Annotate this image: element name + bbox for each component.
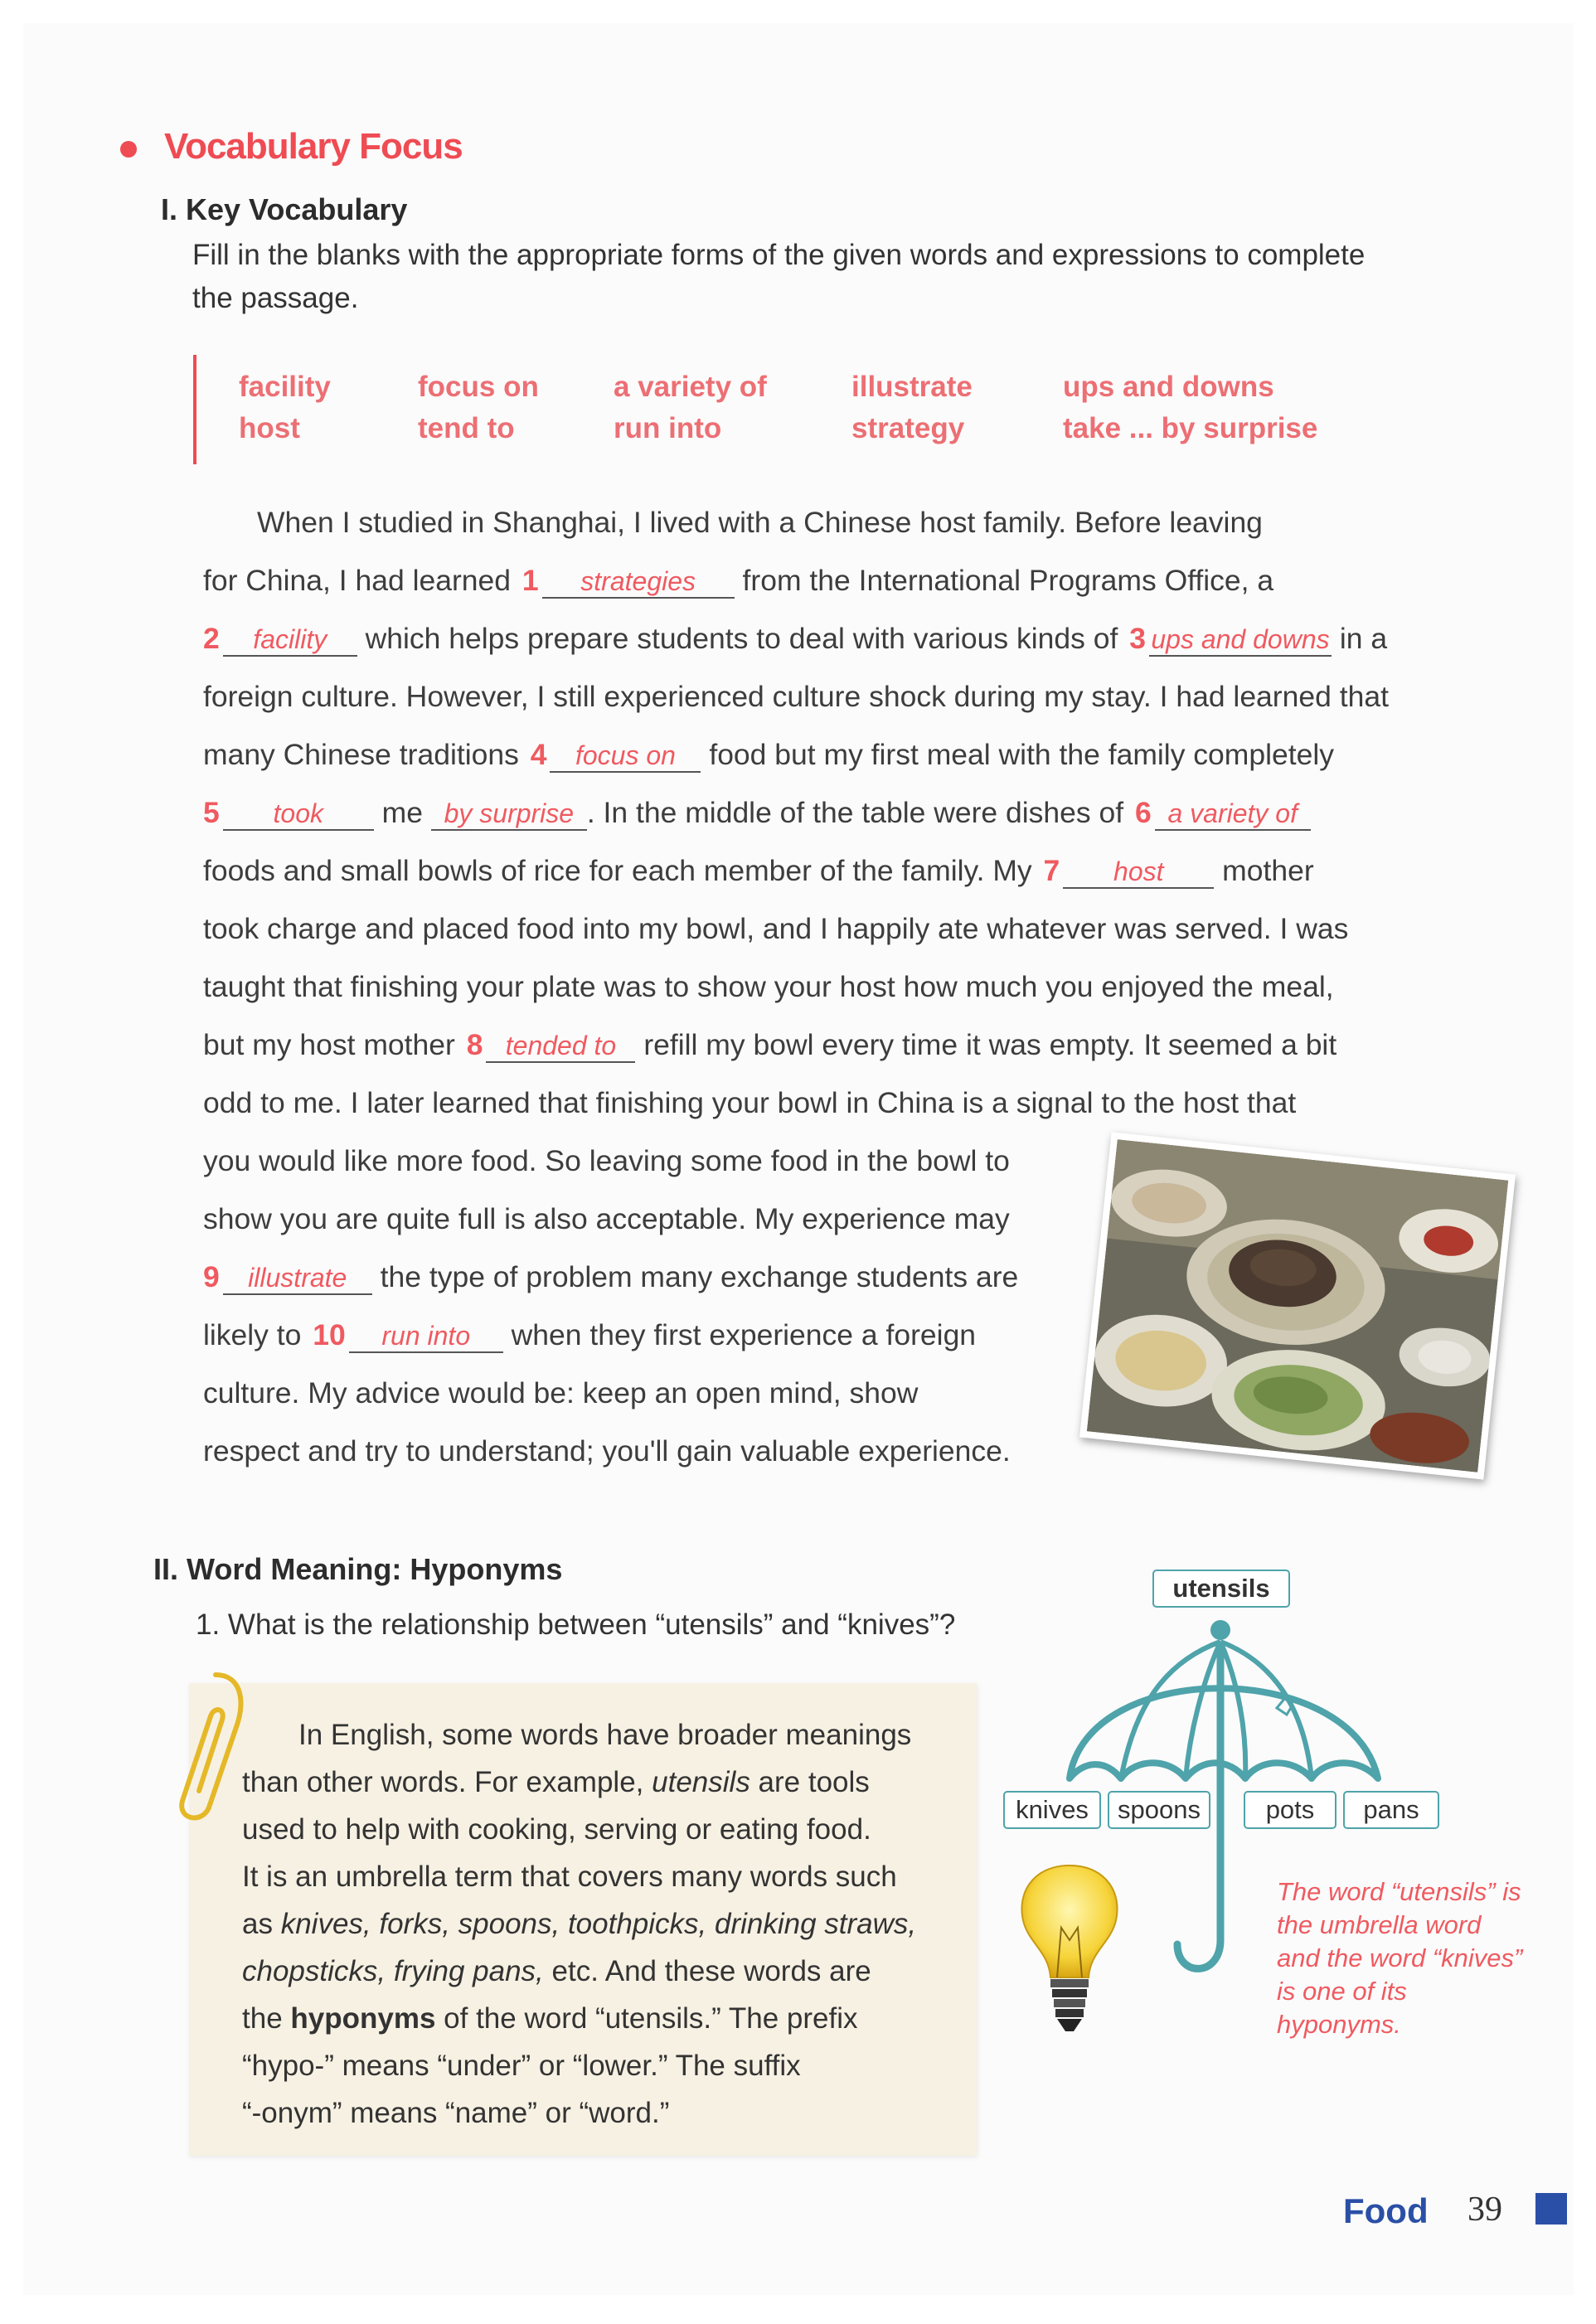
passage-line: many Chinese traditions 4 focus on food but my first meal with the family completely — [203, 738, 1334, 771]
umbrella-caption: The word “utensils” is the umbrella word and the word “knives” is one of its hyponyms. — [1277, 1877, 1523, 2039]
hyponym-tag: pans — [1343, 1791, 1439, 1829]
note-line: chopsticks, frying pans, etc. And these words are — [242, 1955, 871, 1987]
passage-line: odd to me. I later learned that finishing your bowl in China is a signal to the host that — [203, 1086, 1297, 1119]
passage-line: foods and small bowls of rice for each member of the family. My 7 host mother — [203, 854, 1314, 887]
passage-line: culture. My advice would be: keep an open mind, show — [203, 1376, 919, 1409]
note-line: used to help with cooking, serving or eating food. — [242, 1813, 871, 1846]
food-photo-illustration — [1087, 1139, 1508, 1473]
word-item: a variety of — [614, 371, 767, 403]
blank-answer: ups and downs — [1149, 623, 1332, 657]
note-line: “hypo-” means “under” or “lower.” The suffix — [242, 2050, 801, 2082]
food-photo — [1079, 1132, 1516, 1479]
part2-heading: II. Word Meaning: Hyponyms — [153, 1552, 563, 1586]
note-line: the hyponyms of the word “utensils.” The prefix — [242, 2002, 858, 2035]
blank-answer: run into — [349, 1320, 503, 1353]
note-line: as knives, forks, spoons, toothpicks, drinking straws, — [242, 1908, 917, 1940]
blank-answer: focus on — [550, 740, 701, 773]
hyponym-tag: spoons — [1108, 1791, 1210, 1829]
note-line: than other words. For example, utensils are tools — [242, 1766, 870, 1798]
passage-line: 2 facility which helps prepare students to deal with various kinds of 3 ups and downs in a — [203, 622, 1388, 655]
word-item: illustrate — [851, 371, 973, 403]
passage-line: took charge and placed food into my bowl, and I happily ate whatever was served. I was — [203, 912, 1349, 945]
blank-answer: took — [223, 798, 374, 831]
word-item: strategy — [851, 412, 965, 444]
blank-answer: tended to — [486, 1030, 635, 1063]
passage-line: When I studied in Shanghai, I lived with a Chinese host family. Before leaving — [257, 506, 1263, 539]
section-title: Vocabulary Focus — [164, 126, 463, 167]
blank-answer: illustrate — [223, 1262, 372, 1295]
paperclip-icon — [166, 1667, 257, 1824]
footer-unit-title: Food — [1343, 2191, 1429, 2230]
note-line: It is an umbrella term that covers many words such — [242, 1861, 897, 1893]
word-item: focus on — [418, 371, 539, 403]
passage-line: taught that finishing your plate was to show your host how much you enjoyed the meal, — [203, 970, 1334, 1003]
word-item: ups and downs — [1063, 371, 1274, 403]
passage-line: 9 illustrate the type of problem many exchange students are — [203, 1260, 1019, 1293]
passage-line: foreign culture. However, I still experienced culture shock during my stay. I had learned that — [203, 680, 1389, 713]
blank-answer: by surprise — [431, 798, 587, 831]
part1-heading: I. Key Vocabulary — [161, 192, 408, 226]
page-number: 39 — [1467, 2191, 1502, 2229]
instruction: Fill in the blanks with the appropriate forms of the given words and expressions to complete the passage. — [192, 239, 1366, 314]
passage-line: respect and try to understand; you'll gain valuable experience. — [203, 1434, 1011, 1468]
passage-line: show you are quite full is also acceptable. My experience may — [203, 1202, 1010, 1235]
section-bullet — [120, 141, 137, 158]
blank-answer: host — [1063, 856, 1214, 889]
lightbulb-icon — [1016, 1861, 1123, 2052]
passage-line: for China, I had learned 1 strategies from the International Programs Office, a — [203, 564, 1274, 597]
question-1: 1. What is the relationship between “utensils” and “knives”? — [196, 1608, 956, 1641]
hyponym-tag: pots — [1244, 1791, 1336, 1829]
note-line: In English, some words have broader meanings — [298, 1719, 912, 1751]
word-item: run into — [614, 412, 722, 444]
blank-answer: a variety of — [1155, 798, 1311, 831]
word-item: facility — [239, 371, 331, 403]
footer-square — [1535, 2193, 1567, 2225]
word-box-bar — [193, 355, 196, 464]
passage-line: but my host mother 8 tended to refill my bowl every time it was empty. It seemed a bit — [203, 1028, 1337, 1061]
word-item: take ... by surprise — [1063, 412, 1318, 444]
blank-answer: facility — [223, 623, 357, 657]
umbrella-label: utensils — [1152, 1570, 1290, 1608]
word-item: tend to — [418, 412, 515, 444]
passage-line: you would like more food. So leaving some food in the bowl to — [203, 1144, 1010, 1177]
passage-line: likely to 10 run into when they first experience a foreign — [203, 1318, 977, 1351]
passage-line: 5 took me by surprise . In the middle of the table were dishes of 6 a variety of — [203, 796, 1311, 831]
note-line: “-onym” means “name” or “word.” — [242, 2097, 670, 2129]
blank-answer: strategies — [542, 565, 735, 599]
hyponym-tag: knives — [1003, 1791, 1101, 1829]
word-item: host — [239, 412, 300, 444]
